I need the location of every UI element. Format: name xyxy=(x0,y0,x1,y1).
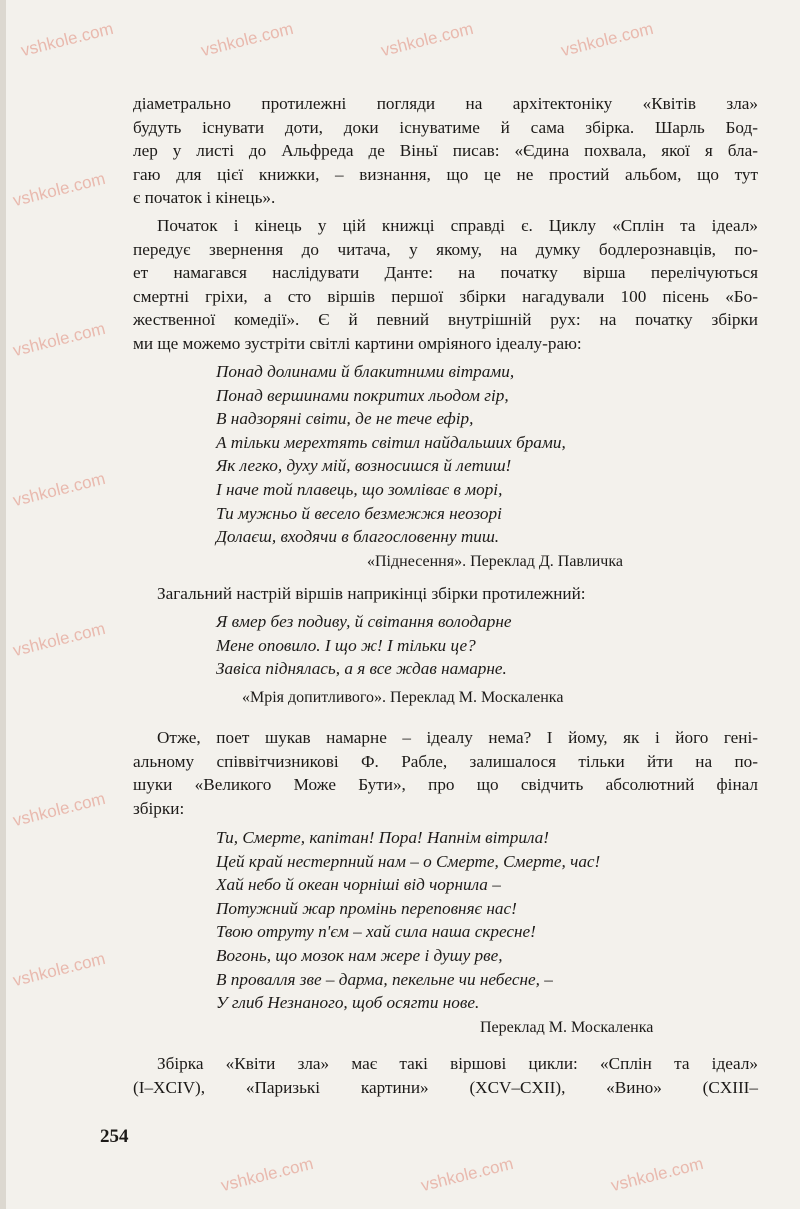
poem-line: Як легко, духу мій, возносишся й летиш! xyxy=(216,456,512,476)
watermark-text: vshkole.com xyxy=(608,1153,706,1196)
watermark-text: vshkole.com xyxy=(10,318,108,361)
watermark-text: vshkole.com xyxy=(10,468,108,511)
watermark-text: vshkole.com xyxy=(558,18,656,61)
paragraph-3 xyxy=(133,582,758,606)
poem-line: Мене оповило. І що ж! І тільки це? xyxy=(216,635,476,655)
text-line: діаметрально протилежні погляди на архітектоніку «Квітів зла» xyxy=(133,94,758,113)
poem-line: Ти мужньо й весело безмежжя неозорі xyxy=(216,503,502,523)
watermark-text: vshkole.com xyxy=(18,18,116,61)
poem-line: Хай небо й океан чорніші від чорнила – xyxy=(216,875,501,895)
poem-line: Ти, Смерте, капітан! Пора! Напнім вітрила! xyxy=(216,828,549,847)
poem-3 xyxy=(216,826,600,1015)
text-line: Початок і кінець у цій книжці справді є. Циклу «Сплін та ідеал» xyxy=(157,216,758,235)
poem-line: А тільки мерехтять світил найдальших брами, xyxy=(216,432,566,452)
paragraph-1 xyxy=(133,92,758,210)
text-line: (I–XCIV), «Паризькі картини» (XCV–CXII), «Вино» (CXIII– xyxy=(133,1077,758,1097)
poem-line: В провалля зве – дарма, пекельне чи небесне, – xyxy=(216,969,553,989)
watermark-text: vshkole.com xyxy=(10,948,108,991)
text-line: збірки: xyxy=(133,798,185,818)
page-edge-shadow xyxy=(0,0,6,1209)
text-line: шуки «Великого Може Бути», про що свідчить абсолютний фінал xyxy=(133,775,758,795)
watermark-text: vshkole.com xyxy=(378,18,476,61)
text-line: альному співвітчизникові Ф. Рабле, залишалося тільки йти на по- xyxy=(133,751,758,771)
watermark-text: vshkole.com xyxy=(198,18,296,61)
watermark-text: vshkole.com xyxy=(418,1153,516,1196)
poem-line: Потужний жар промінь переповняє нас! xyxy=(216,898,517,918)
paragraph-2 xyxy=(133,214,758,356)
poem-line: Долаєш, входячи в благословенну тиш. xyxy=(216,527,500,547)
text-line: жественної комедії». Є й певний внутрішній рух: на початку збірки xyxy=(133,310,758,330)
text-line: смертні гріхи, а сто віршів першої збірки нагадували 100 пісень «Бо- xyxy=(133,286,758,306)
poem-line: Вогонь, що мозок нам жере і душу рве, xyxy=(216,945,503,965)
poem-1 xyxy=(216,360,566,549)
text-line: лер у листі до Альфреда де Віньї писав: «Єдина похвала, якої я бла- xyxy=(133,141,758,161)
watermark-text: vshkole.com xyxy=(10,168,108,211)
watermark-text: vshkole.com xyxy=(10,618,108,661)
poem-2 xyxy=(216,610,511,681)
poem-line: І наче той плавець, що зомліває в морі, xyxy=(216,479,503,499)
text-line: Отже, поет шукав намарне – ідеалу нема? І йому, як і його гені- xyxy=(157,728,758,747)
watermark-text: vshkole.com xyxy=(10,788,108,831)
poem-line: Я вмер без подиву, й світання володарне xyxy=(216,612,512,631)
watermark-text: vshkole.com xyxy=(218,1153,316,1196)
text-line: Загальний настрій віршів наприкінці збірки протилежний: xyxy=(157,584,586,603)
page-number: 254 xyxy=(100,1126,129,1147)
poem-line: У глиб Незнаного, щоб осягти нове. xyxy=(216,993,480,1013)
poem-2-attribution: «Мрія допитливого». Переклад М. Москаленка xyxy=(242,689,564,706)
poem-line: Понад долинами й блакитними вітрами, xyxy=(216,362,515,381)
text-line: передує звернення до читача, у якому, на думку бодлерознавців, по- xyxy=(133,239,758,259)
poem-line: Твою отруту п'єм – хай сила наша скресне! xyxy=(216,922,536,942)
paragraph-4 xyxy=(133,726,758,820)
poem-line: Понад вершинами покритих льодом гір, xyxy=(216,385,509,405)
text-line: ми ще можемо зустріти світлі картини омріяного ідеалу-раю: xyxy=(133,333,582,353)
poem-line: Завіса піднялась, а я все ждав намарне. xyxy=(216,659,507,679)
poem-line: В надзоряні світи, де не тече ефір, xyxy=(216,409,474,429)
poem-3-attribution: Переклад М. Москаленка xyxy=(480,1019,654,1036)
text-line: гаю для цієї книжки, – визнання, що це не простий альбом, що тут xyxy=(133,164,758,184)
text-line: є початок і кінець». xyxy=(133,188,276,208)
poem-line: Цей край нестерпний нам – о Смерте, Смерте, час! xyxy=(216,851,601,871)
poem-1-attribution: «Піднесення». Переклад Д. Павличка xyxy=(367,553,623,570)
text-line: будуть існувати доти, доки існуватиме й сама збірка. Шарль Бод- xyxy=(133,117,758,137)
text-line: ет намагався наслідувати Данте: на початку вірша перелічуються xyxy=(133,263,758,283)
text-line: Збірка «Квіти зла» має такі віршові цикли: «Сплін та ідеал» xyxy=(157,1054,758,1073)
paragraph-5 xyxy=(133,1052,758,1099)
